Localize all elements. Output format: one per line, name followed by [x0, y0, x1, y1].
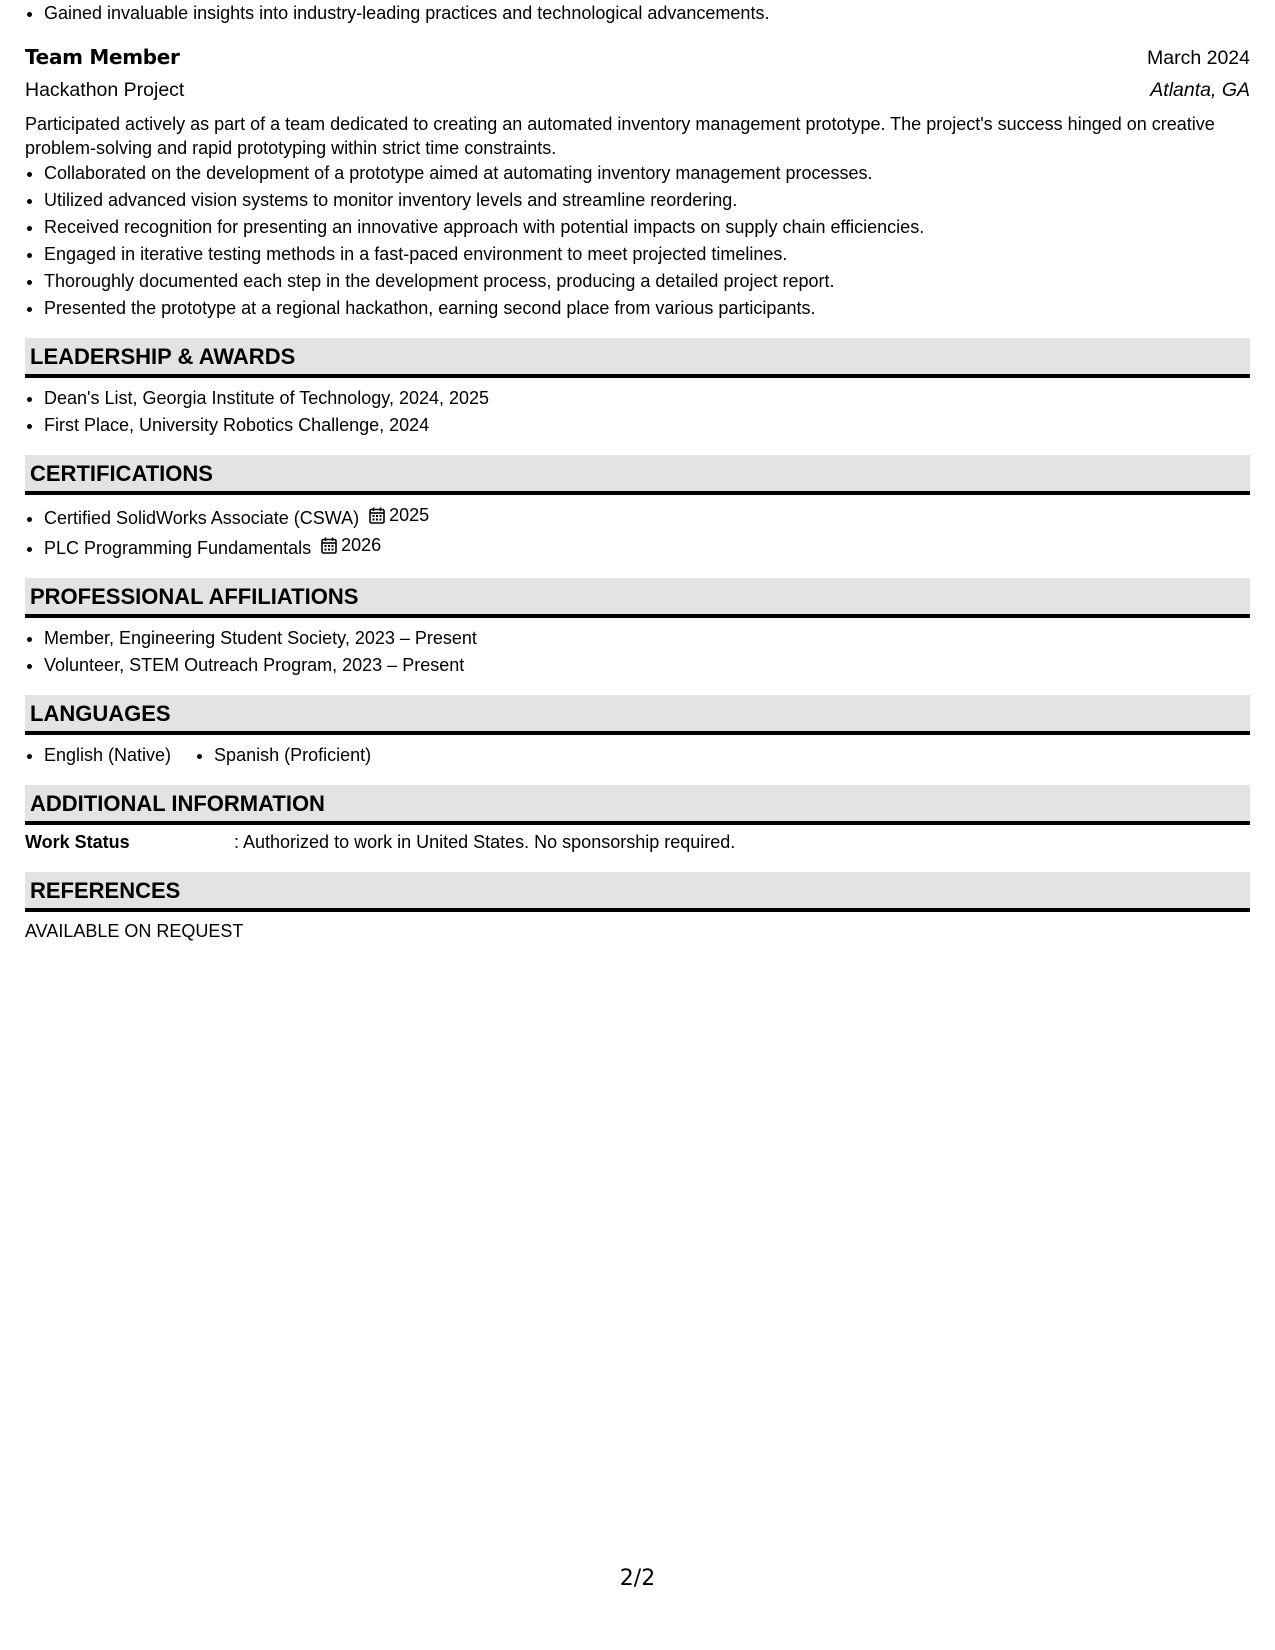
calendar-icon	[369, 507, 385, 524]
calendar-icon	[321, 537, 337, 554]
list-item: • Dean's List, Georgia Institute of Technology, 2024, 2025	[44, 385, 1250, 412]
section-heading: LANGUAGES	[25, 695, 1250, 735]
certifications-list	[25, 502, 1250, 562]
affiliations-section	[25, 578, 1250, 679]
job-entry-header	[25, 41, 1250, 106]
list-item: • Engaged in iterative testing methods in a fast-paced environment to meet projected timelines.	[44, 241, 1250, 268]
job-organization: Hackathon Project	[25, 79, 185, 101]
list-item: • Gained invaluable insights into industry-leading practices and technological advancements.	[44, 0, 1250, 27]
language-item: • Spanish (Proficient)	[214, 742, 371, 769]
previous-job-bullets	[25, 0, 1250, 27]
list-item: • Volunteer, STEM Outreach Program, 2023 – Present	[44, 652, 1250, 679]
list-item	[44, 502, 1250, 532]
section-heading: ADDITIONAL INFORMATION	[25, 785, 1250, 825]
references-text: AVAILABLE ON REQUEST	[25, 921, 244, 941]
certification-name: Certified SolidWorks Associate (CSWA)	[44, 508, 360, 528]
certifications-section	[25, 455, 1250, 562]
list-item: • Thoroughly documented each step in the development process, producing a detailed project report.	[44, 268, 1250, 295]
language-item: • English (Native)	[44, 742, 171, 769]
job-date: March 2024	[1147, 47, 1250, 69]
section-heading: CERTIFICATIONS	[25, 455, 1250, 495]
references-section	[25, 872, 1250, 945]
affiliations-list	[25, 625, 1250, 679]
page-number: 2/2	[619, 1566, 656, 1591]
certification-year: 2026	[341, 535, 382, 555]
list-item: • Received recognition for presenting an innovative approach with potential impacts on supply chain efficiencies.	[44, 214, 1250, 241]
section-heading: LEADERSHIP & AWARDS	[25, 338, 1250, 378]
section-heading: REFERENCES	[25, 872, 1250, 912]
job-bullets	[25, 160, 1250, 322]
work-status-value: : Authorized to work in United States. No sponsorship required.	[234, 832, 736, 852]
languages-list	[25, 742, 1250, 769]
list-item: • Member, Engineering Student Society, 2023 – Present	[44, 625, 1250, 652]
work-status-row	[25, 829, 1250, 856]
list-item: • Presented the prototype at a regional hackathon, earning second place from various participants.	[44, 295, 1250, 322]
work-status-label: Work Status	[25, 832, 130, 852]
list-item	[44, 532, 1250, 562]
leadership-list	[25, 385, 1250, 439]
job-location: Atlanta, GA	[1150, 79, 1250, 101]
leadership-section	[25, 338, 1250, 439]
languages-section	[25, 695, 1250, 769]
list-item: • Collaborated on the development of a prototype aimed at automating inventory management processes.	[44, 160, 1250, 187]
job-title: Team Member	[25, 45, 180, 69]
certification-name: PLC Programming Fundamentals	[44, 538, 312, 558]
additional-info-section	[25, 785, 1250, 856]
resume-page	[25, 0, 1250, 945]
certification-year: 2025	[389, 505, 430, 525]
section-heading: PROFESSIONAL AFFILIATIONS	[25, 578, 1250, 618]
list-item: • Utilized advanced vision systems to monitor inventory levels and streamline reordering.	[44, 187, 1250, 214]
job-summary: Participated actively as part of a team dedicated to creating an automated inventory management prototype. The project's success hinged on creative problem-solving and rapid prototyping within strict time constraints.	[25, 114, 1215, 158]
list-item: • First Place, University Robotics Challenge, 2024	[44, 412, 1250, 439]
